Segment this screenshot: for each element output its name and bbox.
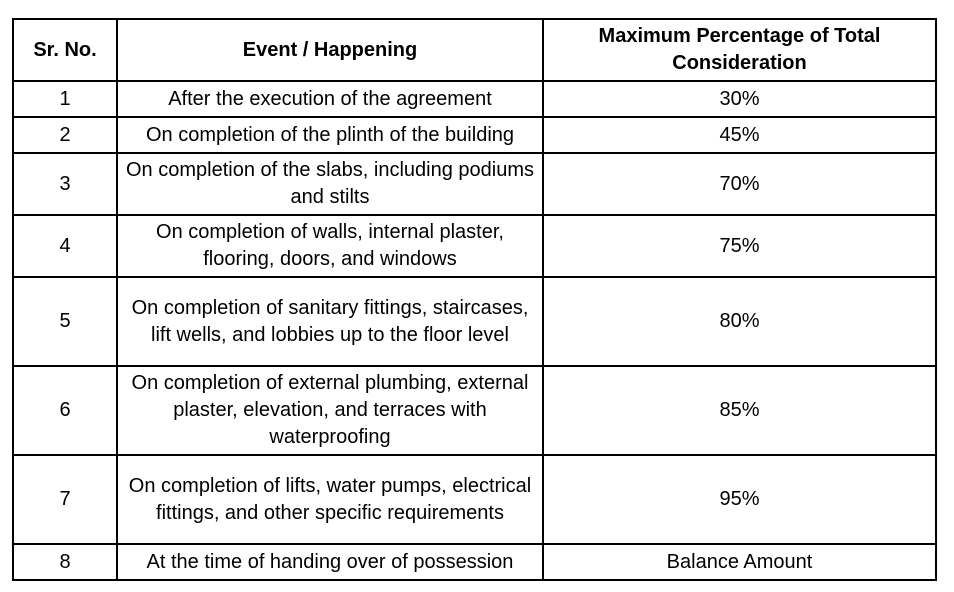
cell-sr-no: 1	[13, 81, 117, 117]
cell-event: On completion of external plumbing, external plaster, elevation, and terraces with waterproofing	[117, 366, 543, 455]
cell-percentage: 70%	[543, 153, 936, 215]
cell-sr-no: 2	[13, 117, 117, 153]
cell-sr-no: 3	[13, 153, 117, 215]
cell-percentage: Balance Amount	[543, 544, 936, 580]
header-percentage: Maximum Percentage of Total Consideration	[543, 19, 936, 81]
table-row	[13, 544, 936, 580]
cell-event: On completion of the slabs, including podiums and stilts	[117, 153, 543, 215]
payment-schedule-table	[12, 18, 937, 581]
cell-percentage: 45%	[543, 117, 936, 153]
cell-event: At the time of handing over of possession	[117, 544, 543, 580]
table-row	[13, 153, 936, 215]
table-row	[13, 277, 936, 366]
table-row	[13, 366, 936, 455]
cell-event: On completion of sanitary fittings, staircases, lift wells, and lobbies up to the floor level	[117, 277, 543, 366]
table-row	[13, 117, 936, 153]
cell-sr-no: 7	[13, 455, 117, 544]
cell-sr-no: 4	[13, 215, 117, 277]
cell-event: After the execution of the agreement	[117, 81, 543, 117]
table-row	[13, 455, 936, 544]
cell-percentage: 95%	[543, 455, 936, 544]
cell-sr-no: 8	[13, 544, 117, 580]
header-sr-no: Sr. No.	[13, 19, 117, 81]
cell-percentage: 30%	[543, 81, 936, 117]
header-event: Event / Happening	[117, 19, 543, 81]
cell-percentage: 85%	[543, 366, 936, 455]
cell-event: On completion of walls, internal plaster, flooring, doors, and windows	[117, 215, 543, 277]
table-header-row	[13, 19, 936, 81]
cell-sr-no: 6	[13, 366, 117, 455]
cell-sr-no: 5	[13, 277, 117, 366]
cell-percentage: 80%	[543, 277, 936, 366]
table-row	[13, 81, 936, 117]
cell-event: On completion of the plinth of the building	[117, 117, 543, 153]
cell-event: On completion of lifts, water pumps, electrical fittings, and other specific requirements	[117, 455, 543, 544]
cell-percentage: 75%	[543, 215, 936, 277]
table-row	[13, 215, 936, 277]
